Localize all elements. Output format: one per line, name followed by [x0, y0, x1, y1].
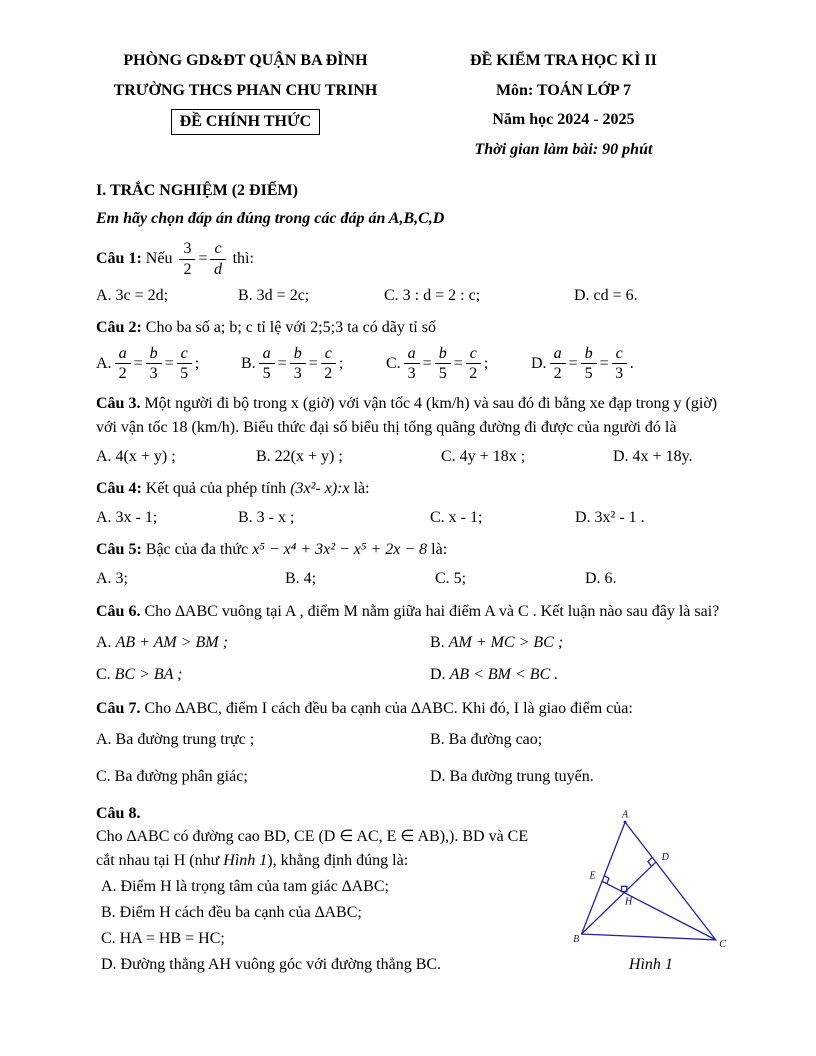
fraction [321, 345, 336, 383]
option-label: B. [241, 354, 256, 372]
figure-hinh-1 [570, 808, 732, 976]
option-label: C. [386, 354, 401, 372]
fraction-numerator: b [290, 345, 306, 365]
fraction-numerator: a [259, 345, 275, 365]
question-7-text [96, 697, 732, 721]
altitude-ce [601, 881, 715, 940]
fraction-numerator: a [550, 345, 566, 365]
fraction [290, 345, 306, 383]
question-2 [96, 316, 732, 383]
equals-sign: = [308, 354, 318, 372]
question-4-text [96, 477, 732, 501]
option-c: C. Ba đường phân giác; [96, 768, 248, 786]
option-text: BC > BA ; [114, 665, 183, 683]
fraction [210, 240, 225, 278]
figure-caption: Hình 1 [628, 956, 673, 974]
question-body-2: ), khẳng định đúng là: [267, 851, 409, 869]
question-6-text [96, 600, 732, 624]
question-label: Câu 4: [96, 480, 142, 498]
question-1-text [96, 240, 732, 278]
section-title: I. TRẮC NGHIỆM (2 ĐIỂM) [96, 182, 298, 200]
fraction-denominator: 2 [118, 365, 127, 383]
question-post: thì: [232, 250, 254, 268]
fraction-denominator: 5 [584, 365, 593, 383]
option-tail: ; [338, 354, 344, 372]
option-b [241, 345, 386, 383]
option-label: D. [531, 354, 547, 372]
question-2-options [96, 345, 732, 383]
option-label: C. [96, 665, 111, 683]
question-body: Cho ba số a; b; c tỉ lệ với 2;5;3 ta có dãy tỉ số [145, 318, 436, 336]
option-d [531, 345, 732, 383]
option-d: D. 4x + 18y. [613, 447, 693, 465]
fraction-numerator: a [115, 345, 131, 365]
fraction [612, 345, 627, 383]
label-c: C [719, 939, 726, 951]
fraction-denominator: 3 [293, 365, 302, 383]
question-body: Cho ∆ABC vuông tại A , điểm M nằm giữa hai điểm A và C . Kết luận nào sau đây là sai? [144, 602, 720, 620]
exam-title: ĐỀ KIỂM TRA HỌC KÌ II [470, 52, 657, 69]
option-tail: ; [194, 354, 200, 372]
fraction-numerator: c [612, 345, 627, 365]
option-a: A. 3x - 1; [96, 509, 158, 527]
question-pre: Nếu [145, 250, 173, 268]
option-d [430, 663, 732, 686]
label-b: B [572, 934, 580, 946]
option-b: B. 4; [285, 570, 317, 588]
question-5-options [96, 567, 732, 590]
question-4 [96, 477, 732, 529]
fraction-denominator: 5 [180, 365, 189, 383]
question-1-options [96, 284, 732, 307]
question-body: Cho ∆ABC, điểm I cách đều ba cạnh của ∆ABC. Khi đó, I là giao điểm của: [144, 699, 633, 717]
fraction-denominator: 2 [469, 365, 478, 383]
fraction-denominator: 5 [438, 365, 447, 383]
question-post: là: [431, 541, 448, 559]
option-c: C. 4y + 18x ; [441, 447, 526, 465]
question-8-text [96, 825, 542, 871]
header [96, 50, 732, 168]
option-b: B. 22(x + y) ; [256, 447, 343, 465]
question-7-options [96, 728, 732, 788]
option-b: B. 3d = 2c; [238, 286, 310, 304]
fraction [259, 345, 275, 383]
question-body-1: Cho ∆ABC có đường cao BD, CE (D ∈ AC, E ∈ AB),). BD và CE cắt nhau tại H (như [96, 828, 529, 869]
option-a: A. 4(x + y) ; [96, 447, 176, 465]
school-year: Năm học 2024 - 2025 [492, 111, 635, 129]
fraction-denominator: 2 [553, 365, 562, 383]
option-text: AB < BM < BC . [449, 665, 559, 683]
label-e: E [589, 870, 596, 882]
school-name: TRƯỜNG THCS PHAN CHU TRINH [113, 81, 378, 99]
question-5-text [96, 538, 732, 562]
department-name: PHÒNG GD&ĐT QUẬN BA ĐÌNH [123, 52, 368, 69]
vertex-a-dot [623, 821, 626, 824]
figure-reference: Hình 1 [223, 851, 268, 869]
option-b: B. Điểm H cách đều ba cạnh của ∆ABC; [101, 904, 362, 921]
option-d: D. 6. [585, 570, 617, 588]
fraction-numerator: c [177, 345, 192, 365]
question-6-options [96, 631, 732, 686]
option-label: D. [430, 665, 446, 683]
fraction-numerator: b [581, 345, 597, 365]
fraction [550, 345, 566, 383]
option-d: D. Đường thẳng AH vuông góc với đường thẳng BC. [101, 956, 442, 974]
fraction-numerator: c [210, 240, 225, 260]
option-c: C. x - 1; [430, 509, 483, 527]
option-a: A. 3c = 2d; [96, 286, 169, 304]
question-label: Câu 1: [96, 250, 142, 268]
fraction [177, 345, 192, 383]
triangle-figure [572, 808, 730, 954]
fraction-denominator: 3 [407, 365, 416, 383]
option-a [96, 345, 241, 383]
option-b: B. 3 - x ; [238, 509, 295, 527]
equals-sign: = [277, 354, 287, 372]
question-7 [96, 697, 732, 788]
equals-sign: = [453, 354, 463, 372]
question-label: Câu 6. [96, 602, 141, 620]
question-pre: Bậc của đa thức [145, 541, 249, 559]
option-c: C. 3 : d = 2 : c; [384, 286, 481, 304]
fraction-numerator: a [404, 345, 420, 365]
option-a: A. Ba đường trung trực ; [96, 730, 255, 748]
question-8-left [96, 802, 542, 976]
option-a: A. 3; [96, 570, 128, 588]
question-3-options [96, 445, 732, 468]
question-pre: Kết quả của phép tính [145, 480, 287, 498]
question-3-text [96, 392, 732, 440]
option-tail: ; [483, 354, 489, 372]
label-a: A [621, 809, 629, 821]
fraction-denominator: 2 [183, 260, 192, 278]
option-label: A. [96, 633, 112, 651]
official-exam-box: ĐỀ CHÍNH THỨC [171, 109, 321, 135]
option-c: C. 5; [435, 570, 467, 588]
question-body: Một người đi bộ trong x (giờ) với vận tốc 4 (km/h) và sau đó đi bằng xe đạp trong y (giờ) với vận tốc 18 (km/h). Biểu thức đại số biểu thị tổng quãng đường đi được của người đó là [96, 394, 718, 436]
fraction-numerator: b [435, 345, 451, 365]
question-2-text [96, 316, 732, 340]
option-d: D. cd = 6. [574, 286, 638, 304]
question-label: Câu 7. [96, 699, 141, 717]
question-6 [96, 600, 732, 686]
equals-sign: = [164, 354, 174, 372]
right-angle-mark-d [648, 858, 652, 867]
option-c: C. HA = HB = HC; [101, 930, 225, 948]
question-post: là: [353, 480, 370, 498]
fraction [435, 345, 451, 383]
option-a [96, 631, 430, 654]
official-exam-line [96, 109, 395, 135]
duration: Thời gian làm bài: 90 phút [474, 140, 653, 158]
subject-line: Môn: TOÁN LỚP 7 [495, 81, 631, 99]
fraction-denominator: 2 [324, 365, 333, 383]
header-left [96, 50, 395, 168]
option-d: D. Ba đường trung tuyến. [430, 768, 594, 786]
question-label: Câu 5: [96, 541, 142, 559]
option-b: B. Ba đường cao; [430, 730, 543, 748]
option-text: AB + AM > BM ; [115, 633, 228, 651]
option-c [386, 345, 531, 383]
fraction-denominator: 5 [262, 365, 271, 383]
question-3 [96, 392, 732, 468]
question-5 [96, 538, 732, 590]
instruction: Em hãy chọn đáp án đúng trong các đáp án A,B,C,D [96, 210, 445, 228]
label-h: H [624, 896, 633, 908]
equals-sign: = [133, 354, 143, 372]
header-right [395, 50, 732, 168]
fraction [179, 240, 195, 278]
option-label: B. [430, 633, 445, 651]
option-tail: . [629, 354, 634, 372]
fraction [404, 345, 420, 383]
math-expression: (3x²- x):x [290, 480, 350, 498]
option-d: D. 3x² - 1 . [575, 509, 645, 527]
question-label: Câu 8. [96, 805, 141, 823]
option-text: AM + MC > BC ; [448, 633, 564, 651]
question-label: Câu 3. [96, 394, 141, 412]
option-b [430, 631, 732, 654]
fraction [466, 345, 481, 383]
fraction-denominator: 3 [149, 365, 158, 383]
fraction-denominator: 3 [615, 365, 624, 383]
question-label: Câu 2: [96, 318, 142, 336]
polynomial-expression: x⁵ − x⁴ + 3x² − x⁵ + 2x − 8 [252, 541, 428, 559]
equals-sign: = [599, 354, 609, 372]
question-4-options [96, 506, 732, 529]
fraction-numerator: 3 [179, 240, 195, 260]
equals-sign: = [198, 250, 208, 268]
equals-sign: = [568, 354, 578, 372]
fraction [115, 345, 131, 383]
fraction-numerator: b [146, 345, 162, 365]
fraction-denominator: d [214, 260, 223, 278]
fraction-numerator: c [466, 345, 481, 365]
label-d: D [661, 852, 669, 864]
equals-sign: = [422, 354, 432, 372]
fraction [146, 345, 162, 383]
question-8 [96, 802, 732, 976]
question-1 [96, 240, 732, 306]
option-c [96, 663, 430, 686]
fraction-numerator: c [321, 345, 336, 365]
option-a: A. Điểm H là trọng tâm của tam giác ∆ABC; [101, 877, 389, 895]
fraction [581, 345, 597, 383]
option-label: A. [96, 354, 112, 372]
